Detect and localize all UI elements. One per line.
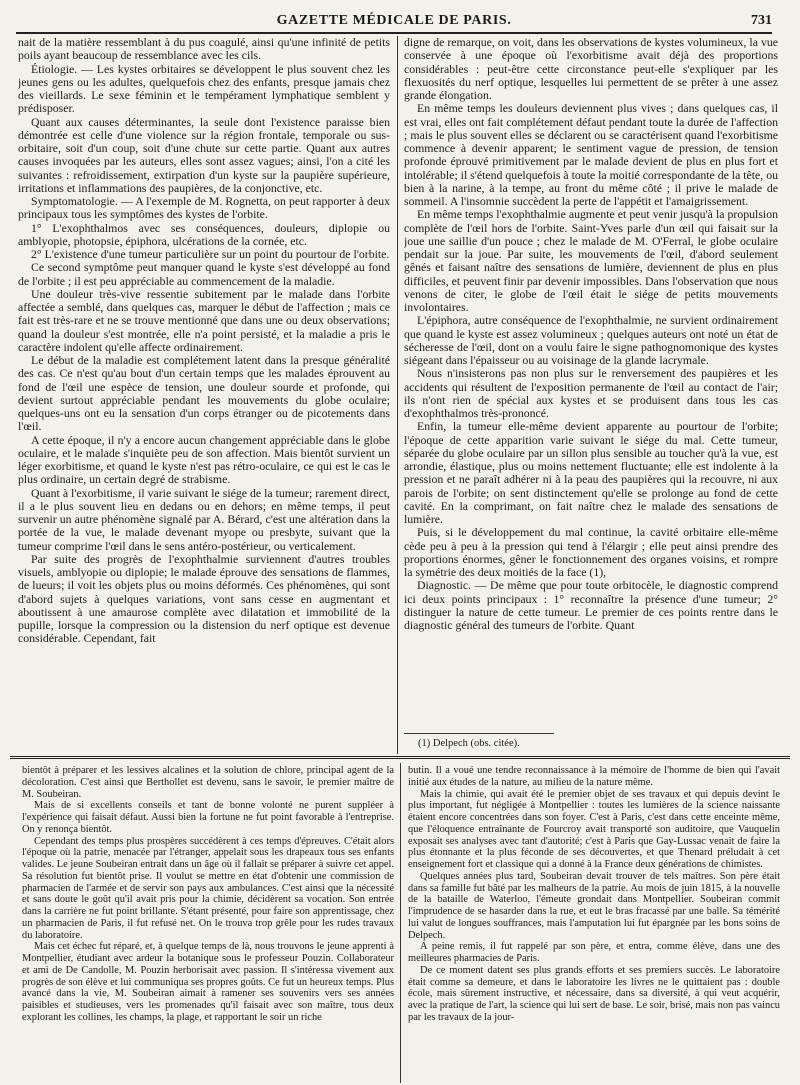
paragraph: Par suite des progrès de l'exophthalmie surviennent d'autres troubles visuels, amblyopie ou diplopie; le malade éprouve des sensations de flammes, de lueurs; il voit les objets plus ou moins déformés. Ces phénomènes, qui sont d'abord sujets à quelques variations, vont sans cesse en augmentant et aboutissent à une amaurose complète avec dilatation et immobilité de la pupille, lorsque la compression ou la distension du nerf optique est devenue considérable. Cependant, fait xyxy=(18,551,390,646)
paragraph: En même temps les douleurs deviennent plus vives ; dans quelques cas, il est vrai, elles ont fait complétement défaut pendant toute la durée de l'affection ; mais le plus souvent elles se déclarent ou se caractérisent quand l'exorbitisme commence à devenir apparent; le sentiment vague de pression, de tension profonde éprouvé primitivement par le malade devient de plus en plus fort et intolérable; il s'étend quelquefois à toute la moitié correspondante de la tête, ou bien à la narine, à la tempe, au front du même côté ; il prive le malade de sommeil. A l'insomnie succèdent la perte de l'appétit et l'amaigrissement. xyxy=(404,101,778,208)
feuilleton-divider xyxy=(10,756,790,759)
paragraph: Quelques années plus tard, Soubeiran devait trouver de tels maîtres. Son père était dans sa famille fut bâté par les malheurs de la patrie. Au mois de juin 1815, à la nouvelle de la bataille de Waterloo, l'émeute grondait dans Montpellier. Soubeiran commit l'imprudence de se hasarder dans la rue, et eut le bras fracassé par une balle. Sa témérité lui valut de longues souffrances, mais l'amputation lui fut épargnée par les bons soins de Delpech. xyxy=(408,870,780,941)
paragraph: Quant aux causes déterminantes, la seule dont l'existence paraisse bien démontrée est celle d'une violence sur la région frontale, temporale ou sus-orbitaire, soit d'un coup, soit d'une chute sur cette partie. Quant aux autres causes invoquées par les auteurs, elles sont assez vagues; ainsi, l'on a cité les suivantes : refroidissement, extirpation d'un kyste sur la paupière supérieure, irritations et inflammations des paupières, de la conjonctive, etc. xyxy=(18,114,390,195)
paragraph: Une douleur très-vive ressentie subitement par le malade dans l'orbite affectée a semblé, dans quelques cas, marquer le début de l'affection ; mais ce fait est très-rare et ne se trouve mentionné que dans une ou deux observations; quand la douleur s'est montrée, elle n'a point persisté, et la maladie a pris le caractère indolent qu'elle affecte ordinairement. xyxy=(18,286,390,354)
paragraph: nait de la matière ressemblant à du pus coagulé, ainsi qu'une infinité de petits poils ayant beaucoup de ressemblance avec les cils. xyxy=(18,36,390,63)
paragraph: Mais cet échec fut réparé, et, à quelque temps de là, nous trouvons le jeune apprenti à Montpellier, étudiant avec ardeur la botanique sous le professeur Pouzin. Collaborateur et ami de De Candolle, M. Pouzin herborisait avec passion. Il s'intéressa vivement aux progrès de son élève et lui communiqua ses propres goûts. Ce fut un heureux temps. Plus avancé dans la vie, M. Soubeiran aimait à ramener ses souvenirs vers ses années paisibles et studieuses, vers les promenades qu'il faisait avec son maître, tous deux explorant les collines, les champs, la plage, et rapportant le soir un riche xyxy=(22,941,394,1023)
journal-title: GAZETTE MÉDICALE DE PARIS. xyxy=(276,13,512,28)
paragraph: Mais la chimie, qui avait été le premier objet de ses travaux et qui depuis devint le plus important, fut négligée à Montpellier : toutes les lumières de la science naissante étaient encore concentrées dans son foyer. C'est à Paris, c'est dans cette enceinte même, que l'éloquence entraînante de Fourcroy avait transporté son auditoire, que Vauquelin exposait ses analyses avec tant d'autorité; c'est à Paris que Gay-Lussac venait de faire la plus étonnante et la plus féconde de ses découvertes, et que Thenard préludait à cet enseignement fort et classique qui a donné à la France deux générations de chimistes. xyxy=(408,788,780,870)
paragraph: Puis, si le développement du mal continue, la cavité orbitaire elle-même cède peu à peu à la pression qui tend à l'élargir ; elle peut ainsi prendre des proportions énormes, gêner le fonctionnement des organes voisins, et rompre la symétrie des deux moitiés de la face (1), xyxy=(404,525,778,579)
paragraph: 2° L'existence d'une tumeur particulière sur un point du pourtour de l'orbite. xyxy=(31,247,390,261)
paragraph: digne de remarque, on voit, dans les observations de kystes volumineux, la vue conservée à une époque où l'exorbitisme avait déjà des proportions considérables : peut-être cette circonstance peut-elle s'expliquer par les flexuosités du nerf optique, lesquelles lui permettent de se prêter à une assez grande élongation. xyxy=(404,36,778,102)
paragraph: Cependant des temps plus prospères succédèrent à ces temps d'épreuves. C'était alors l'époque où la patrie, menacée par l'étranger, appelait sous les drapeaux tous ses enfants valides. Le jeune Soubeiran entrait dans un âge où il fallait se préparer à suivre cet appel. Sa résolution fut bientôt prise. Il voulut se mettre en état d'obtenir une commission de pharmacien de l'armée et de servir son pays aux ambulances. C'est ainsi que la nécessité et sans doute le goût qu'il avait pris pour la chimie, décidèrent sa vocation. Son entrée dans la carrière ne fut point brillante. S'étant présenté, pour faire son apprentissage, chez un pharmacien de Paris, il fut refusé net. On le trouva trop grêle pour les rudes travaux du laboratoire. xyxy=(22,835,394,941)
paragraph: Enfin, la tumeur elle-même devient apparente au pourtour de l'orbite; l'époque de cette apparition varie suivant le siége du mal. Cette tumeur, séparée du globe oculaire par un sillon plus sensible au toucher qu'à la vue, est arrondie, élastique, plus ou moins nettement fluctuante; elle est indolente à la pression et ne paraît adhérer ni à la peau des paupières qui la recouvre, ni aux parois de l'orbite; on sent distinctement qu'elle se prolonge au fond de cette cavité. En la comprimant, on fait naître chez le malade des sensations de lumière. xyxy=(404,419,778,526)
feuilleton-column-right xyxy=(408,765,780,1083)
paragraph: A cette époque, il n'y a encore aucun changement appréciable dans le globe oculaire, et le malade s'inquiète peu de son affection. Mais bientôt survient un léger exorbitisme, et quand le kyste n'est pas rétro-oculaire, ce qui est le cas le plus ordinaire, un certain degré de strabisme. xyxy=(18,432,390,487)
article-column-right xyxy=(404,36,778,712)
paragraph: A peine remis, il fut rappelé par son père, et entra, comme élève, dans une des meilleures pharmacies de Paris. xyxy=(408,941,780,964)
footnote: (1) Delpech (obs. citée). xyxy=(418,738,520,749)
paragraph: Étiologie. — Les kystes orbitaires se développent le plus souvent chez les jeunes gens ou les adultes, quelquefois chez des enfants, presque jamais chez des vieillards. Le sexe féminin et le tempérament lymphatique semblent y prédisposer. xyxy=(18,61,390,116)
paragraph: 1° L'exophthalmos avec ses conséquences, douleurs, diplopie ou amblyopie, photopsie, épiphora, ulcérations de la cornée, etc. xyxy=(18,220,390,248)
paragraph: Diagnostic. — De même que pour toute orbitocèle, le diagnostic comprend ici deux points principaux : 1° reconnaître la présence d'une tumeur; 2° distinguer la nature de cette tumeur. Le premier de ces points rentre dans le diagnostic général des tumeurs de l'orbite. Quant xyxy=(404,578,778,632)
paragraph: Le début de la maladie est complétement latent dans la presque généralité des cas. Ce n'est qu'au bout d'un certain temps que les malades éprouvent au fond de l'œil une espèce de tension, une douleur sourde et profonde, qui devient surtout appréciable pendant les mouvements du globe oculaire; quelques-uns ont eu la sensation d'un corps étranger ou de picotements dans l'œil. xyxy=(18,353,390,434)
paragraph: Mais de si excellents conseils et tant de bonne volonté ne purent suppléer à l'expérience qui faisait défaut. Aussi bien la fortune ne fut point favorable à l'entreprise. On y renonça bientôt. xyxy=(22,800,394,835)
paragraph: L'épiphora, autre conséquence de l'exophthalmie, ne survient ordinairement que quand le kyste est assez volumineux ; quelques auteurs ont noté un état de sécheresse de l'œil, dont on a voulu faire le signe pathognomonique des kystes siégeant dans l'épaisseur ou au voisinage de la glande lacrymale. xyxy=(404,313,778,367)
paragraph: butin. Il a voué une tendre reconnaissance à la mémoire de l'homme de bien qui l'avait initié aux études de la nature, au milieu de la nature même. xyxy=(408,765,780,788)
paragraph: bientôt à préparer et les lessives alcalines et la solution de chlore, principal agent de la décoloration. C'est ainsi que Berthollet est devenu, sans le savoir, le premier maître de M. Soubeiran. xyxy=(22,765,394,800)
page-header xyxy=(16,10,772,34)
article-column-left xyxy=(18,36,390,742)
paragraph: Ce second symptôme peut manquer quand le kyste s'est développé au fond de l'orbite ; il est peu appréciable au commencement de la maladie. xyxy=(18,260,390,288)
feuilleton-column-divider xyxy=(400,763,401,1083)
paragraph: De ce moment datent ses plus grands efforts et ses premiers succès. Le laboratoire était comme sa demeure, et dans le laboratoire les livres ne le quittaient pas : double école, mais sûrement instructive, et nécessaire, dans sa diversité, à qui veut acquérir, avec la pratique de l'art, la science qui lui sert de base. Le soir, brisé, mais non pas vaincu par les travaux de la jour- xyxy=(408,964,780,1023)
feuilleton-column-left xyxy=(22,765,394,1083)
paragraph: Nous n'insisterons pas non plus sur le renversement des paupières et les accidents qui résultent de l'exposition permanente de l'œil au contact de l'air; ils n'ont rien de spécial aux kystes et se produisent dans tous les cas d'exophthalmos très-prononcé. xyxy=(404,366,778,420)
paragraph: En même temps l'exophthalmie augmente et peut venir jusqu'à la propulsion complète de l'œil hors de l'orbite. Saint-Yves parle d'un œil qui faisait sur la joue une saillie d'un pouce ; chez le malade de M. O'Ferral, le globe oculaire pendait sur la joue. Par suite, les mouvements de l'œil, d'abord seulement gênés et faisant naître des sensations de lumière, deviennent de plus en plus difficiles, et peuvent finir par devenir impossibles. Dans l'observation que nous venons de citer, le globe de l'œil était le siége de petits mouvements involontaires. xyxy=(404,207,778,314)
paragraph: Quant à l'exorbitisme, il varie suivant le siége de la tumeur; rarement direct, il a le plus souvent lieu en dedans ou en dehors; en même temps, il peut survenir un autre phénomène signalé par A. Bérard, c'est une altération dans la portée de la vue, le malade devenant myope ou presbyte, suivant que la tumeur comprime l'œil dans le sens antéro-postérieur, ou verticalement. xyxy=(18,485,390,553)
paragraph: Symptomatologie. — A l'exemple de M. Rognetta, on peut rapporter à deux principaux tous les symptômes des kystes de l'orbite. xyxy=(18,194,390,222)
column-divider xyxy=(397,36,398,754)
footnote-rule xyxy=(404,733,554,734)
page-number: 731 xyxy=(751,13,772,28)
